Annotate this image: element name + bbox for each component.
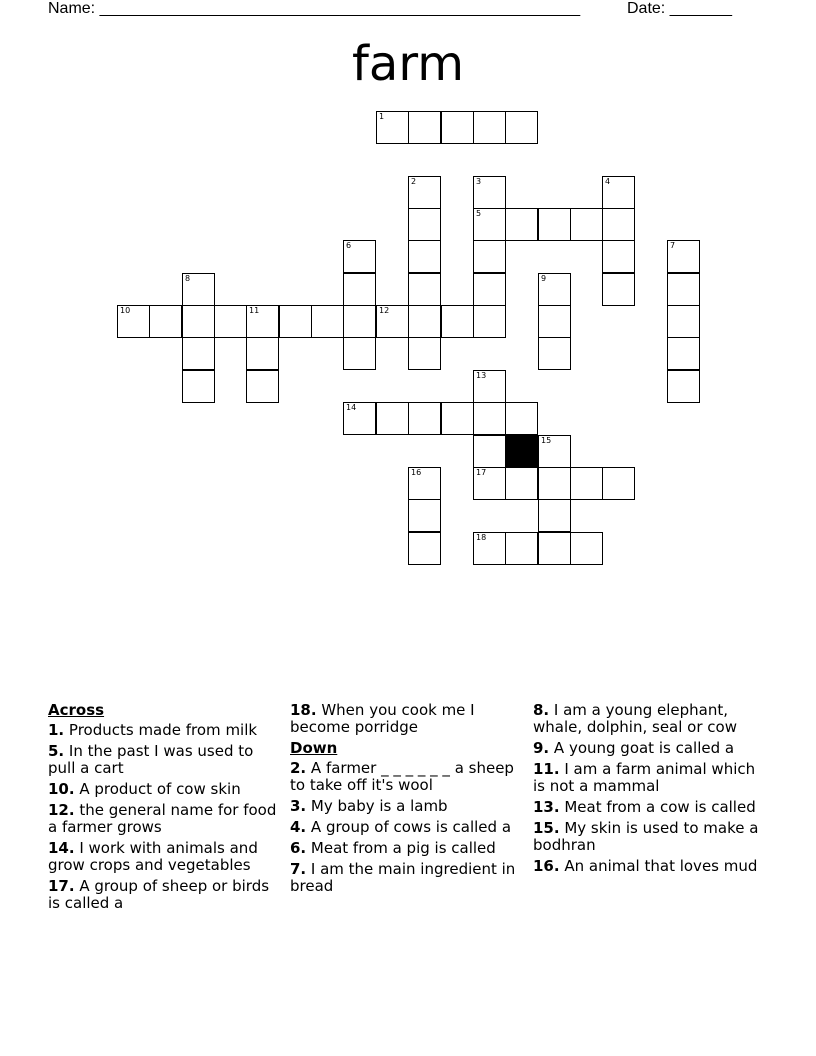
clue-down-6: [290, 840, 525, 857]
puzzle-title: farm: [352, 36, 464, 92]
crossword-cell[interactable]: [214, 305, 247, 338]
cell-number: 5: [476, 209, 482, 218]
cell-number: 11: [249, 306, 260, 315]
clue-text: I work with animals and grow crops and vegetables: [48, 839, 258, 874]
crossword-cell[interactable]: [343, 402, 376, 435]
clue-number: 6.: [290, 839, 307, 857]
crossword-cell[interactable]: [408, 208, 441, 241]
clue-number: 17.: [48, 877, 75, 895]
crossword-block: [505, 435, 538, 468]
crossword-cell[interactable]: [441, 305, 474, 338]
crossword-cell[interactable]: [376, 111, 409, 144]
crossword-cell[interactable]: [473, 208, 506, 241]
crossword-cell[interactable]: [473, 467, 506, 500]
cell-number: 8: [185, 274, 191, 283]
crossword-cell[interactable]: [408, 273, 441, 306]
crossword-cell[interactable]: [473, 532, 506, 565]
clue-number: 12.: [48, 801, 75, 819]
crossword-cell[interactable]: [408, 176, 441, 209]
clue-text: Products made from milk: [64, 721, 258, 739]
crossword-cell[interactable]: [182, 273, 215, 306]
crossword-cell[interactable]: [538, 337, 571, 370]
crossword-cell[interactable]: [246, 370, 279, 403]
clue-number: 3.: [290, 797, 307, 815]
crossword-cell[interactable]: [246, 305, 279, 338]
crossword-cell[interactable]: [570, 208, 603, 241]
crossword-cell[interactable]: [473, 402, 506, 435]
cell-number: 16: [411, 468, 422, 477]
clue-across-14: [48, 840, 283, 874]
crossword-cell[interactable]: [473, 435, 506, 468]
crossword-cell[interactable]: [408, 532, 441, 565]
crossword-cell[interactable]: [602, 467, 635, 500]
crossword-cell[interactable]: [343, 273, 376, 306]
crossword-cell[interactable]: [667, 337, 700, 370]
clue-number: 2.: [290, 759, 307, 777]
date-field[interactable]: Date: _______: [627, 0, 732, 17]
crossword-cell[interactable]: [602, 240, 635, 273]
cell-number: 2: [411, 177, 417, 186]
clue-text: the general name for food a farmer grows: [48, 801, 277, 836]
clue-across-5: [48, 743, 283, 777]
clue-number: 18.: [290, 701, 317, 719]
clue-number: 1.: [48, 721, 65, 739]
clue-text: My baby is a lamb: [306, 797, 448, 815]
clue-text: A group of cows is called a: [306, 818, 512, 836]
crossword-cell[interactable]: [182, 337, 215, 370]
clue-down-13: [533, 799, 768, 816]
crossword-cell[interactable]: [408, 111, 441, 144]
clues-column-1: [48, 702, 283, 916]
cell-number: 7: [670, 241, 676, 250]
crossword-cell[interactable]: [408, 402, 441, 435]
clue-down-16: [533, 858, 768, 875]
across-heading: Across: [48, 701, 105, 719]
crossword-cell[interactable]: [538, 435, 571, 468]
crossword-cell[interactable]: [538, 467, 571, 500]
crossword-cell[interactable]: [538, 499, 571, 532]
crossword-cell[interactable]: [343, 240, 376, 273]
crossword-cell[interactable]: [149, 305, 182, 338]
clue-text: A product of cow skin: [74, 780, 241, 798]
crossword-cell[interactable]: [279, 305, 312, 338]
crossword-cell[interactable]: [505, 111, 538, 144]
clue-text: I am a farm animal which is not a mammal: [533, 760, 756, 795]
crossword-cell[interactable]: [505, 532, 538, 565]
cell-number: 10: [120, 306, 131, 315]
clue-text: When you cook me I become porridge: [290, 701, 475, 736]
clue-number: 15.: [533, 819, 560, 837]
clue-down-4: [290, 819, 525, 836]
crossword-cell[interactable]: [182, 370, 215, 403]
cell-number: 4: [605, 177, 611, 186]
clues-column-3: [533, 702, 768, 879]
clue-number: 16.: [533, 857, 560, 875]
clue-text: A group of sheep or birds is called a: [48, 877, 270, 912]
clue-text: An animal that loves mud: [559, 857, 758, 875]
crossword-cell[interactable]: [473, 176, 506, 209]
clue-number: 10.: [48, 780, 75, 798]
clue-number: 5.: [48, 742, 65, 760]
clue-down-9: [533, 740, 768, 757]
crossword-cell[interactable]: [473, 370, 506, 403]
clue-down-8: [533, 702, 768, 736]
crossword-cell[interactable]: [473, 305, 506, 338]
crossword-cell[interactable]: [473, 240, 506, 273]
clue-number: 8.: [533, 701, 550, 719]
cell-number: 14: [346, 403, 357, 412]
clue-number: 11.: [533, 760, 560, 778]
clue-across-10: [48, 781, 283, 798]
crossword-cell[interactable]: [602, 176, 635, 209]
crossword-cell[interactable]: [538, 273, 571, 306]
clue-across-1: [48, 722, 283, 739]
crossword-cell[interactable]: [667, 370, 700, 403]
crossword-cell[interactable]: [538, 208, 571, 241]
crossword-cell[interactable]: [376, 305, 409, 338]
clue-number: 7.: [290, 860, 307, 878]
cell-number: 9: [541, 274, 547, 283]
crossword-cell[interactable]: [441, 111, 474, 144]
cell-number: 1: [379, 112, 385, 121]
crossword-cell[interactable]: [602, 208, 635, 241]
clue-down-7: [290, 861, 525, 895]
crossword-cell[interactable]: [408, 499, 441, 532]
crossword-cell[interactable]: [602, 273, 635, 306]
down-heading: Down: [290, 739, 338, 757]
clue-down-2: [290, 760, 525, 794]
clue-text: A young goat is called a: [549, 739, 735, 757]
crossword-cell[interactable]: [246, 337, 279, 370]
crossword-cell[interactable]: [376, 402, 409, 435]
crossword-cell[interactable]: [538, 305, 571, 338]
crossword-cell[interactable]: [473, 273, 506, 306]
crossword-cell[interactable]: [473, 111, 506, 144]
crossword-cell[interactable]: [343, 305, 376, 338]
crossword-cell[interactable]: [117, 305, 150, 338]
clue-text: Meat from a cow is called: [559, 798, 756, 816]
clue-text: In the past I was used to pull a cart: [48, 742, 254, 777]
clue-across-17: [48, 878, 283, 912]
crossword-cell[interactable]: [570, 532, 603, 565]
clue-text: Meat from a pig is called: [306, 839, 496, 857]
clue-down-3: [290, 798, 525, 815]
cell-number: 6: [346, 241, 352, 250]
clue-text: My skin is used to make a bodhran: [533, 819, 759, 854]
clue-number: 14.: [48, 839, 75, 857]
cell-number: 13: [476, 371, 487, 380]
cell-number: 17: [476, 468, 487, 477]
crossword-cell[interactable]: [505, 467, 538, 500]
crossword-cell[interactable]: [441, 402, 474, 435]
crossword-cell[interactable]: [408, 305, 441, 338]
clue-down-11: [533, 761, 768, 795]
crossword-cell[interactable]: [408, 337, 441, 370]
crossword-cell[interactable]: [667, 305, 700, 338]
crossword-cell[interactable]: [667, 273, 700, 306]
clue-text: I am the main ingredient in bread: [290, 860, 516, 895]
clue-down-15: [533, 820, 768, 854]
crossword-cell[interactable]: [570, 467, 603, 500]
cell-number: 12: [379, 306, 390, 315]
name-field[interactable]: Name: ______________________________________________________: [48, 0, 581, 17]
clue-number: 13.: [533, 798, 560, 816]
crossword-cell[interactable]: [343, 337, 376, 370]
crossword-cell[interactable]: [505, 208, 538, 241]
cell-number: 15: [541, 436, 552, 445]
crossword-cell[interactable]: [538, 532, 571, 565]
crossword-cell[interactable]: [505, 402, 538, 435]
clue-number: 9.: [533, 739, 550, 757]
cell-number: 18: [476, 533, 487, 542]
clue-text: I am a young elephant, whale, dolphin, seal or cow: [533, 701, 737, 736]
cell-number: 3: [476, 177, 482, 186]
crossword-cell[interactable]: [408, 240, 441, 273]
crossword-cell[interactable]: [182, 305, 215, 338]
clue-text: A farmer _ _ _ _ _ _ a sheep to take off it's wool: [290, 759, 514, 794]
crossword-cell[interactable]: [311, 305, 344, 338]
clue-across-12: [48, 802, 283, 836]
crossword-cell[interactable]: [408, 467, 441, 500]
clue-across-18: [290, 702, 525, 736]
crossword-cell[interactable]: [667, 240, 700, 273]
clue-number: 4.: [290, 818, 307, 836]
clues-column-2: [290, 702, 525, 899]
